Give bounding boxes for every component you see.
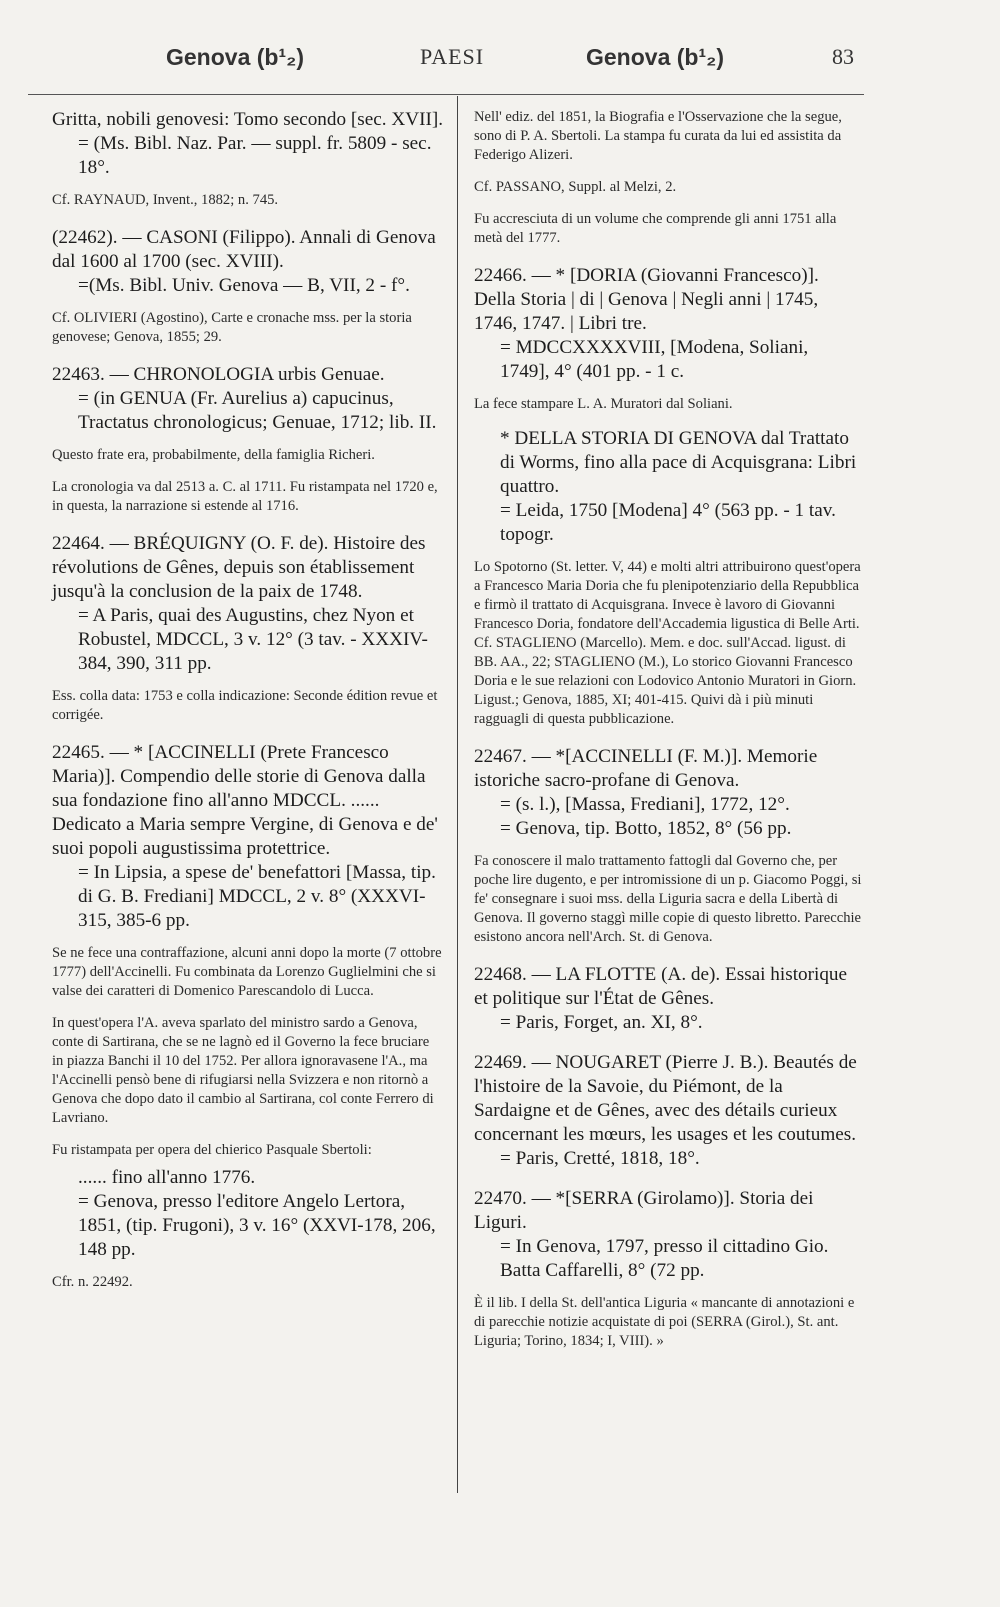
entry-title: 22467. — *[ACCINELLI (F. M.)]. Memorie istoriche sacro-profane di Genova. xyxy=(474,746,818,791)
entry-22468 xyxy=(474,963,862,1035)
left-column xyxy=(52,108,444,1308)
entry-note: La fece stampare L. A. Muratori dal Soliani. xyxy=(474,396,733,412)
entry-22462 xyxy=(52,226,444,347)
entry-fragment xyxy=(52,108,444,210)
entry-22466 xyxy=(474,264,862,729)
entry-imprint: = In Genova, 1797, presso il cittadino Gio. Batta Caffarelli, 8° (72 pp. xyxy=(500,1236,829,1281)
entry-22467 xyxy=(474,745,862,947)
right-column xyxy=(474,108,862,1367)
entry-imprint: =(Ms. Bibl. Univ. Genova — B, VII, 2 - f°. xyxy=(78,275,410,296)
entry-fragment xyxy=(474,108,862,248)
running-header xyxy=(0,44,1000,84)
entry-imprint: = (Ms. Bibl. Naz. Par. — suppl. fr. 5809 - sec. 18°. xyxy=(78,133,432,178)
entry-continuation: ...... fino all'anno 1776. xyxy=(78,1167,256,1188)
entry-imprint: = Paris, Forget, an. XI, 8°. xyxy=(500,1012,703,1033)
entry-imprint: = Leida, 1750 [Modena] 4° (563 pp. - 1 tav. topogr. xyxy=(500,500,836,545)
header-rule xyxy=(28,94,864,95)
entry-title: 22468. — LA FLOTTE (A. de). Essai historique et politique sur l'État de Gênes. xyxy=(474,964,848,1009)
entry-title: (22462). — CASONI (Filippo). Annali di Genova dal 1600 al 1700 (sec. XVIII). xyxy=(52,227,436,272)
header-section: PAESI xyxy=(420,44,485,69)
entry-note: In quest'opera l'A. aveva sparlato del ministro sardo a Genova, conte di Sartirana, che se ne lagnò ed il Governo la fece bruciare in piazza Banchi il 10 del 1752. Per allora ignoravasene l'A., ma l'Accinelli pensò bene di rifugiarsi nella Svizzera e non ritornò a Genova che dopo dato il cambio al Sartirana, col conte Ferrero di Lavriano. xyxy=(52,1015,434,1126)
entry-note: Lo Spotorno (St. letter. V, 44) e molti altri attribuirono quest'opera a Francesco Maria Doria che fu plenipotenziario della Repubblica e firmò il trattato di Acquisgrana. Invece è lavoro di Giovanni Francesco Doria, fondatore dell'Accademia ligustica di Belle Arti. Cf. STAGLIENO (Marcello). Mem. e doc. sull'Accad. ligust. di BB. AA., 22; STAGLIENO (M.), Lo storico Giovanni Francesco Doria e le sue relazioni con Lodovico Antonio Muratori in Giorn. Ligust.; Genova, 1885, XI; 401-415. Quivi dà i più minuti ragguagli di questa pubblicazione. xyxy=(474,559,861,727)
entry-note: Cf. RAYNAUD, Invent., 1882; n. 745. xyxy=(52,192,279,208)
entry-note: Cf. PASSANO, Suppl. al Melzi, 2. xyxy=(474,179,677,195)
entry-22470 xyxy=(474,1187,862,1351)
entry-text: Gritta, nobili genovesi: Tomo secondo [sec. XVII]. xyxy=(52,109,444,130)
entry-imprint: = A Paris, quai des Augustins, chez Nyon et Robustel, MDCCL, 3 v. 12° (3 tav. - XXXIV-384, 390, 311 pp. xyxy=(78,605,428,674)
entry-note: Se ne fece una contraffazione, alcuni anni dopo la morte (7 ottobre 1777) dell'Accinelli. Fu combinata da Lorenzo Guglielmini che si valse dei caratteri di Domenico Parescandolo di Lucca. xyxy=(52,945,442,999)
entry-note: La cronologia va dal 2513 a. C. al 1711. Fu ristampata nel 1720 e, in questa, la narrazione si estende al 1716. xyxy=(52,479,438,514)
entry-note: Nell' ediz. del 1851, la Biografia e l'Osservazione che la segue, sono di P. A. Sbertoli. La stampa fu curata da lui ed assistita da Federigo Alizeri. xyxy=(474,109,842,163)
entry-imprint: = In Lipsia, a spese de' benefattori [Massa, tip. di G. B. Frediani] MDCCL, 2 v. 8° (XXXVI-315, 385-6 pp. xyxy=(78,862,436,931)
entry-note: Ess. colla data: 1753 e colla indicazione: Seconde édition revue et corrigée. xyxy=(52,688,438,723)
entry-note: Fa conoscere il malo trattamento fattogli dal Governo che, per poche lire dugento, e per intromissione di un p. Giacomo Poggi, si fe' consegnare i suoi mss. della Liguria sacra e della Libertà di Genova. Il governo staggì mille copie di questo libretto. Parecchie esistono ancora nell'Arch. St. di Genova. xyxy=(474,853,862,945)
column-divider xyxy=(457,96,458,1493)
entry-imprint: = Genova, presso l'editore Angelo Lertora, 1851, (tip. Frugoni), 3 v. 16° (XXVI-178, 206, 148 pp. xyxy=(78,1191,436,1260)
entry-imprint: = (s. l.), [Massa, Frediani], 1772, 12°. xyxy=(500,794,790,815)
entry-note: È il lib. I della St. dell'antica Liguria « mancante di annotazioni e di parecchie notizie acquistate di poi (SERRA (Girol.), St. ant. Liguria; Torino, 1834; I, VIII). » xyxy=(474,1295,855,1349)
entry-title: 22464. — BRÉQUIGNY (O. F. de). Histoire des révolutions de Gênes, depuis son établissement jusqu'à la conclusion de la paix de 1748. xyxy=(52,533,426,602)
entry-22469 xyxy=(474,1051,862,1171)
entry-22465 xyxy=(52,741,444,1292)
header-right-title: Genova (b¹₂) xyxy=(586,44,724,70)
entry-imprint: = (in GENUA (Fr. Aurelius a) capucinus, Tractatus chronologicus; Genuae, 1712; lib. II. xyxy=(78,388,437,433)
entry-imprint: = Paris, Cretté, 1818, 18°. xyxy=(500,1148,700,1169)
entry-note: Cf. OLIVIERI (Agostino), Carte e cronache mss. per la storia genovese; Genova, 1855; 29. xyxy=(52,310,412,345)
entry-title: 22463. — CHRONOLOGIA urbis Genuae. xyxy=(52,364,385,385)
entry-title: 22469. — NOUGARET (Pierre J. B.). Beautés de l'histoire de la Savoie, du Piémont, de la Sardaigne et de Gênes, avec des détails curieux concernant les mœurs, les usages et les coutumes. xyxy=(474,1052,857,1145)
entry-imprint: = MDCCXXXXVIII, [Modena, Soliani, 1749], 4° (401 pp. - 1 c. xyxy=(500,337,809,382)
header-left-title: Genova (b¹₂) xyxy=(166,44,304,70)
entry-title: 22470. — *[SERRA (Girolamo)]. Storia dei Liguri. xyxy=(474,1188,814,1233)
entry-title: 22466. — * [DORIA (Giovanni Francesco)]. Della Storia | di | Genova | Negli anni | 1745, 1746, 1747. | Libri tre. xyxy=(474,265,819,334)
entry-subtitle: * DELLA STORIA DI GENOVA dal Trattato di Worms, fino alla pace di Acquisgrana: Libri quattro. xyxy=(500,428,857,497)
page-number: 83 xyxy=(832,44,854,69)
entry-note: Fu ristampata per opera del chierico Pasquale Sbertoli: xyxy=(52,1142,372,1158)
entry-title: 22465. — * [ACCINELLI (Prete Francesco Maria)]. Compendio delle storie di Genova dalla sua fondazione fino all'anno MDCCL. ...... Dedicato a Maria sempre Vergine, di Genova e de' suoi popoli augustissima protettrice. xyxy=(52,742,438,859)
entry-imprint: = Genova, tip. Botto, 1852, 8° (56 pp. xyxy=(500,818,792,839)
entry-22464 xyxy=(52,532,444,725)
entry-22463 xyxy=(52,363,444,516)
cross-reference: Cfr. n. 22492. xyxy=(52,1274,133,1290)
entry-note: Fu accresciuta di un volume che comprende gli anni 1751 alla metà del 1777. xyxy=(474,211,837,246)
entry-note: Questo frate era, probabilmente, della famiglia Richeri. xyxy=(52,447,375,463)
